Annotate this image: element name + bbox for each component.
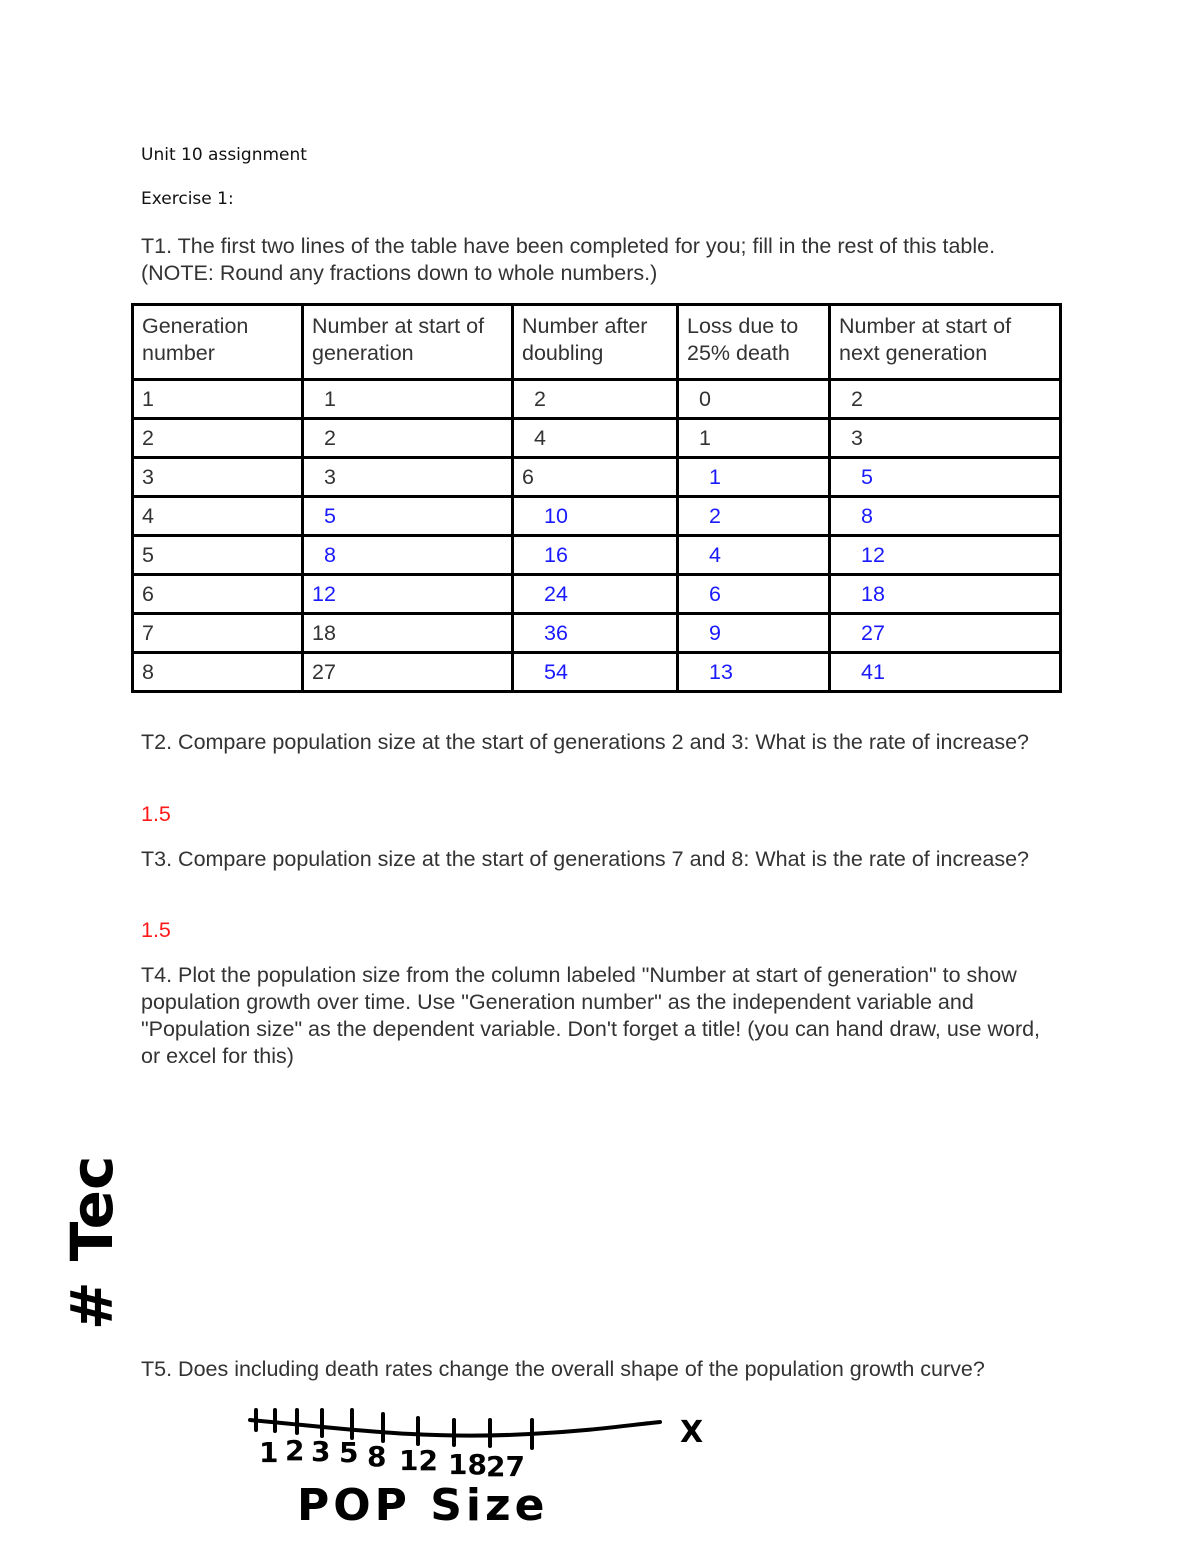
table-cell: 2 [303,419,513,458]
question-t4: T4. Plot the population size from the column labeled "Number at start of generation" to show population growth over time. Use "Generation number" as the independent variable and "Population size" as the dependent variable. Don't forget a title! (you can hand draw, use word, or excel for this) [141,963,1041,1068]
tick-label: 1 [259,1436,279,1469]
tick-label: 2 [285,1434,305,1467]
header-number-after-doubling: Number after doubling [513,305,678,380]
table-cell: 8 [133,653,303,692]
table-cell: 2 [513,380,678,419]
table-cell: 2 [133,419,303,458]
table-cell: 12 [830,536,1061,575]
header-number-next-generation: Number at start of next generation [830,305,1061,380]
table-cell: 2 [678,497,830,536]
exercise-heading: Exercise 1: [141,189,234,209]
table-cell: 4 [133,497,303,536]
table-cell: 18 [303,614,513,653]
tick-label: 18 [448,1448,487,1481]
table-cell: 27 [830,614,1061,653]
table-cell: 1 [303,380,513,419]
question-t3: T3. Compare population size at the start of generations 7 and 8: What is the rate of increase? [141,847,1029,871]
table-cell: 18 [830,575,1061,614]
question-t5: T5. Does including death rates change the overall shape of the population growth curve? [141,1357,985,1381]
doc-title: Unit 10 assignment [141,145,307,165]
tick-label: 5 [339,1436,359,1469]
table-cell: 4 [513,419,678,458]
table-cell: 13 [678,653,830,692]
table-cell: 36 [513,614,678,653]
table-cell: 1 [678,419,830,458]
header-number-at-start: Number at start of generation [303,305,513,380]
table-cell: 5 [830,458,1061,497]
table-cell: 8 [830,497,1061,536]
table-cell: 8 [303,536,513,575]
table-cell: 3 [303,458,513,497]
table-cell: 9 [678,614,830,653]
tick-label: 12 [399,1444,438,1477]
vertical-axis-label: # Tec [58,1155,126,1330]
tick-label: 3 [311,1435,331,1468]
table-cell: 2 [830,380,1061,419]
question-t2: T2. Compare population size at the start of generations 2 and 3: What is the rate of increase? [141,730,1029,754]
header-generation-number: Generation number [133,305,303,380]
table-cell: 3 [133,458,303,497]
question-t1: T1. The first two lines of the table have been completed for you; fill in the rest of this table. (NOTE: Round any fractions down to whole numbers.) [141,234,996,285]
tick-label: 8 [367,1440,387,1473]
tick-labels [259,1434,525,1483]
table-cell: 0 [678,380,830,419]
answer-t3: 1.5 [141,918,171,942]
table-cell: 16 [513,536,678,575]
table-cell: 7 [133,614,303,653]
x-axis-title: POP Size [297,1480,549,1531]
tick-label: 27 [486,1450,525,1483]
table-cell: 41 [830,653,1061,692]
answer-t2: 1.5 [141,802,171,826]
table-cell: 27 [303,653,513,692]
table-cell: 6 [133,575,303,614]
table-cell: 24 [513,575,678,614]
table-cell: 5 [133,536,303,575]
table-cell: 3 [830,419,1061,458]
x-axis-marker: X [680,1415,704,1450]
table-cell: 6 [678,575,830,614]
table-cell: 4 [678,536,830,575]
table-cell: 12 [303,575,513,614]
header-loss-due-to-death: Loss due to 25% death [678,305,830,380]
table-cell: 5 [303,497,513,536]
table-cell: 10 [513,497,678,536]
table-cell: 6 [513,458,678,497]
table-cell: 1 [133,380,303,419]
table-cell: 1 [678,458,830,497]
table-cell: 54 [513,653,678,692]
